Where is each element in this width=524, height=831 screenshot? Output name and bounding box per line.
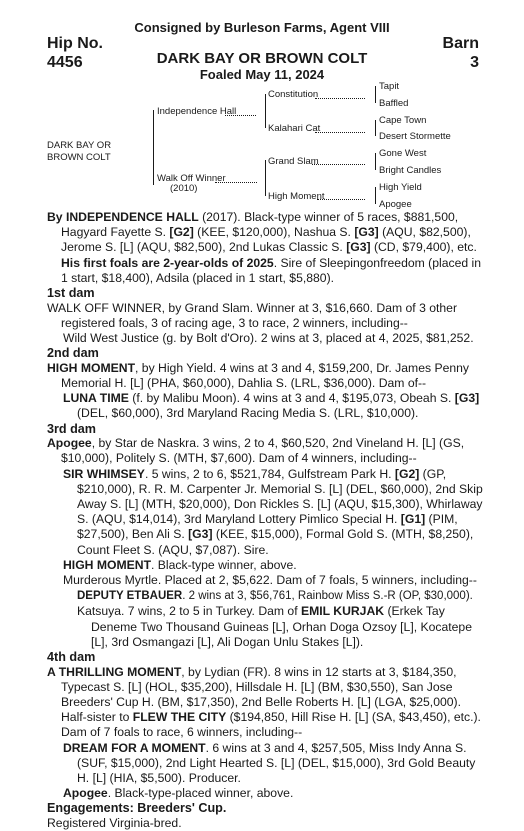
third-dam-produce <box>47 467 483 558</box>
barn-label: Barn <box>442 35 479 52</box>
consignor-line: Consigned by Burleson Farms, Agent VIII <box>134 20 390 35</box>
pedigree-ggp: Gone West <box>379 148 427 159</box>
produce-text: (PIM, $27,500), Ben Ali S. <box>77 512 458 542</box>
sire-text: (2017). Black-type winner of 5 races, $881,500, Hagyard Fayette S. <box>61 210 459 240</box>
pedigree-leader <box>315 132 365 133</box>
third-dam-paragraph <box>47 436 483 466</box>
pedigree-ggp: Tapit <box>379 81 400 92</box>
pedigree-leader <box>312 164 365 165</box>
hip-number: 4456 <box>47 54 83 71</box>
second-dam-paragraph <box>47 361 483 391</box>
grade-badge: [G1] <box>400 512 426 527</box>
granddam-produce <box>47 604 483 650</box>
first-dam-produce: Wild West Justice (g. by Bolt d'Oro). 2 wins at 3, placed at 4, 2025, $81,252. <box>63 331 474 346</box>
pedigree-bracket <box>153 110 154 185</box>
pedigree-bracket <box>375 86 376 103</box>
granddam-produce <box>47 588 483 604</box>
pedigree-bracket <box>375 120 376 136</box>
pedigree-ggp: High Yield <box>379 182 422 193</box>
pedigree-leader <box>225 115 256 116</box>
pedigree-dam-sire: Grand Slam <box>268 156 319 167</box>
grade-badge: [G3] <box>454 391 480 406</box>
produce-name: LUNA TIME <box>63 391 129 406</box>
first-dam-paragraph: WALK OFF WINNER, by Grand Slam. Winner at 3, $16,660. Dam of 3 other registered foals, 3 of racing age, 3 to race, 2 winners, including-- <box>47 300 458 330</box>
produce-text: (DEL, $60,000), 3rd Maryland Racing Media S. (LRL, $10,000). <box>77 406 419 421</box>
pedigree-sire-dam: Kalahari Cat <box>268 123 321 134</box>
produce-text: . 2 wins at 3, $56,761, Rainbow Miss S.-R (OP, $30,000). <box>182 590 473 603</box>
third-dam-produce <box>47 558 483 573</box>
dam-name: HIGH MOMENT <box>47 360 136 375</box>
pedigree-leader <box>215 182 257 183</box>
pedigree-leader <box>315 98 365 99</box>
pedigree-dam-year: (2010) <box>170 183 198 194</box>
sire-text: (CD, $79,400), etc. <box>370 240 477 255</box>
grade-badge: [G3] <box>188 527 213 542</box>
produce-text: . 5 wins, 2 to 6, $521,784, Gulfstream Park H. <box>144 466 395 481</box>
pedigree-subject: DARK BAY OR <box>47 140 112 151</box>
pedigree-dam-dam: High Moment <box>268 191 325 202</box>
pedigree-bracket <box>375 187 376 204</box>
fourth-dam-paragraph <box>47 665 483 741</box>
produce-name: DREAM FOR A MOMENT <box>63 740 206 755</box>
dam-text: , by Star de Naskra. 3 wins, 2 to 4, $60,520, 2nd Vineland H. [L] (GS, $10,000), Politely S. (MTH, $7,600). Dam of 4 winners, including-- <box>61 436 465 466</box>
produce-text: (Erkek Tay Deneme Two Thousand Guineas [L], Orhan Doga Ozsoy [L], Kocatepe [L], 3rd Osmangazi [L], Ali Dogan Unlu Stakes [L]). <box>91 604 472 649</box>
pedigree-leader <box>317 199 365 200</box>
pedigree-ggp: Cape Town <box>379 115 427 126</box>
pedigree-bracket <box>265 160 266 196</box>
barn-number: 3 <box>470 54 479 71</box>
third-dam-produce: Murderous Myrtle. Placed at 2, $5,622. Dam of 7 foals, 5 winners, including-- <box>63 573 477 588</box>
grade-badge: [G2] <box>394 466 420 481</box>
pedigree-bracket <box>265 94 266 128</box>
pedigree-sire-sire: Constitution <box>268 89 319 100</box>
fourth-dam-heading: 4th dam <box>47 650 96 665</box>
sire-name: INDEPENDENCE HALL <box>65 210 199 224</box>
pedigree-ggp: Baffled <box>379 98 409 109</box>
produce-text: . 6 wins at 3 and 4, $257,505, Miss Indy Anna S. (SUF, $15,000), 2nd Light Hearted S. [L] (DEL, $15,000), 3rd Gold Beauty H. [L] (HIA, $5,500). Producer. <box>77 740 476 786</box>
produce-text: (GP, $210,000), R. R. M. Carpenter Jr. Memorial S. [L] (DEL, $60,000), 2nd Skip Away S. [L] (MTH, $20,000), Don Rickles S. [L] (AQU, $15,300), Whirlaway S. (AQU, $14,014), 3rd Maryland Lottery Pimlico Special H. <box>77 466 483 527</box>
pedigree-ggp: Apogee <box>379 199 412 210</box>
first-dam-heading: 1st dam <box>47 286 95 301</box>
registration: Registered Virginia-bred. <box>47 816 182 831</box>
produce-text: . Black-type-placed winner, above. <box>107 786 294 801</box>
half-sibling-name: FLEW THE CITY <box>132 710 227 725</box>
grade-badge: [G3] <box>346 240 371 255</box>
produce-name: DEPUTY ETBAUER <box>77 590 183 603</box>
produce-name: Apogee <box>63 786 108 801</box>
sire-text: (KEE, $120,000), Nashua S. <box>193 225 355 240</box>
pedigree-dam: Walk Off Winner <box>157 173 226 184</box>
pedigree-subject: BROWN COLT <box>47 152 111 163</box>
second-dam-heading: 2nd dam <box>47 346 99 361</box>
produce-text: (KEE, $15,000), Formal Gold S. (MTH, $8,250), Count Fleet S. (AQU, $7,087). Sire. <box>77 527 474 557</box>
dam-name: Apogee <box>47 436 92 451</box>
by-prefix: By <box>47 210 66 224</box>
dam-text: ($194,850, Hill Rise H. [L] (SA, $43,450), etc.). Dam of 7 foals to race, 6 winners, including-- <box>61 710 481 740</box>
pedigree-bracket <box>375 153 376 170</box>
hip-label: Hip No. <box>47 35 103 52</box>
second-dam-produce <box>47 391 483 421</box>
dam-text: , by High Yield. 4 wins at 3 and 4, $159,200, Dr. James Penny Memorial H. [L] (PHA, $60,000), Dahlia S. (LRL, $36,000). Dam of-- <box>61 360 470 391</box>
grade-badge: [G2] <box>169 225 194 240</box>
sire-paragraph <box>47 210 483 286</box>
foaled-date: Foaled May 11, 2024 <box>199 67 325 82</box>
dam-name: A THRILLING MOMENT <box>47 664 182 679</box>
pedigree-sire: Independence Hall <box>157 106 237 117</box>
produce-name: EMIL KURJAK <box>301 604 385 619</box>
dam-text: , by Lydian (FR). 8 wins in 12 starts at 3, $184,350, Typecast S. [L] (HOL, $35,200), Hillsdale H. [L] (BM, $30,550), San Jose Breeders' Cup H. (BM, $17,350), 2nd Belle Roberts H. [L] (LGA, $25,000). Half-sister to <box>61 664 461 725</box>
third-dam-heading: 3rd dam <box>47 421 96 436</box>
produce-name: SIR WHIMSEY <box>63 466 145 481</box>
produce-text: (f. by Malibu Moon). 4 wins at 3 and 4, $195,073, Obeah S. <box>128 391 455 406</box>
fourth-dam-produce <box>47 741 483 787</box>
pedigree-ggp: Desert Stormette <box>379 131 451 142</box>
first-foals-note: His first foals are 2-year-olds of 2025 <box>61 255 274 270</box>
produce-text: Katsuya. 7 wins, 2 to 5 in Turkey. Dam of <box>77 604 301 619</box>
grade-badge: [G3] <box>354 225 379 240</box>
sire-text: . Sire of Sleepingonfreedom (placed in 1 start, $18,400), Adsila (placed in 1 start, $5,880). <box>61 255 482 285</box>
catalog-body <box>47 210 483 831</box>
produce-name: HIGH MOMENT <box>63 557 152 572</box>
horse-title: DARK BAY OR BROWN COLT <box>156 50 368 67</box>
fourth-dam-produce <box>47 786 483 801</box>
engagements: Engagements: Breeders' Cup. <box>47 801 227 816</box>
sire-text: (AQU, $82,500), Jerome S. [L] (AQU, $82,500), 2nd Lukas Classic S. <box>61 225 471 255</box>
produce-text: . Black-type winner, above. <box>151 557 297 572</box>
pedigree-ggp: Bright Candles <box>379 165 442 176</box>
